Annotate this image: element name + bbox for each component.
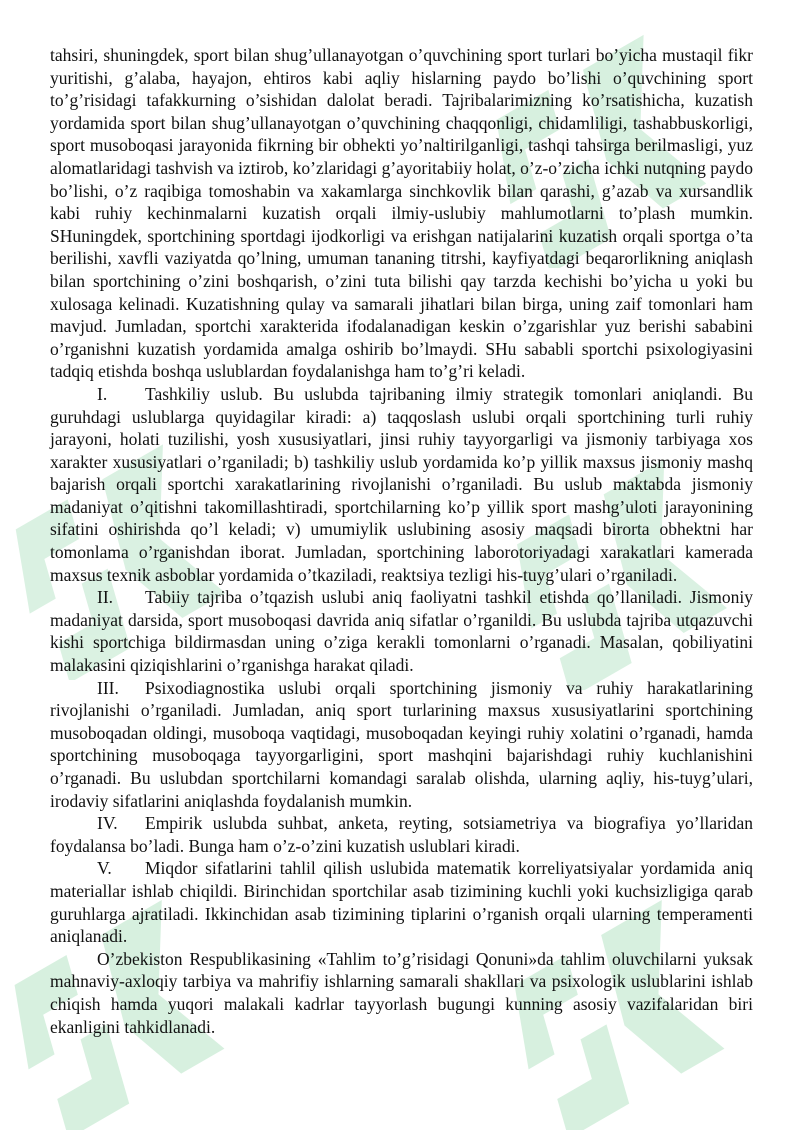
item-number: V. (97, 858, 112, 879)
item-text: Miqdor sifatlarini tahlil qilish uslubida matematik korreliyatsiyalar yordamida aniq materiallar ishlab chiqildi. Birinchidan sportchilar asab tizimining kuchli yoki kuchsizligiga qarab guruhlarga ajratiladi. Ikkinchidan asab tizimining tiplarini o’rganish orqali ularning temperamenti aniqlanadi. (50, 858, 753, 947)
item-text: Tabiiy tajriba o’tqazish uslubi aniq faoliyatni tashkil etishda qo’llaniladi. Jismoniy madaniyat darsida, sport musoboqasi davrida aniq sifatlar o’rganildi. Bu uslubda tajriba utqazuvchi kishi sportchiga bildirmasdan uning o’ziga kerakli tomonlarni o’rganadi. Masalan, qobiliyatini malakasini qiziqishlarini o’rganishga harakat qiladi. (50, 587, 753, 676)
item-number: IV. (97, 813, 118, 834)
list-item (50, 586, 753, 676)
list-item (50, 812, 753, 857)
item-text: Empirik uslubda suhbat, anketa, reyting, sotsiametriya va biografiya yo’llaridan foydalansa bo’ladi. Bunga ham o’z-o’zini kuzatish uslublari kiradi. (50, 813, 753, 856)
list-item (50, 677, 753, 813)
list-item (50, 857, 753, 947)
document-page (50, 44, 753, 1038)
item-text: Tashkiliy uslub. Bu uslubda tajribaning ilmiy strategik tomonlari aniqlandi. Bu guruhdagi uslublarga quyidagilar kiradi: a) taqqoslash uslubi orqali sportchining turli ruhiy jarayoni, holati tuzilishi, yosh xususiyatlari, jinsi ruhiy tayyorgarligi va jismoniy tarbiyaga xos xarakter xususiyatlari o’rganiladi; b) tashkiliy uslub yordamida ko’p yillik maxsus jismoniy mashq bajarish orqali sportchi xarakatlarining rivojlanishi o’rganiladi. Bu uslub maktabda jismoniy madaniyat o’qitishni takomillashtiradi, sportchilarning ko’p yillik sport mashg’uloti jarayonining sifatini oshirishda qo’l keladi; v) umumiylik uslubining asosiy maqsadi birorta obhektni har tomonlama o’rganishdan iborat. Jumladan, sportchining laborotoriyadagi xarakatlari kamerada maxsus texnik asboblar yordamida o’tkaziladi, reaktsiya tezligi his-tuyg’ulari o’rganiladi. (50, 383, 753, 585)
item-text: Psixodiagnostika uslubi orqali sportchining jismoniy va ruhiy harakatlarining rivojlanishi o’rganiladi. Jumladan, aniq sport turlarining maxsus xususiyatlarini sportchining musoboqadan oldingi, musoboqa vaqtidagi, musoboqadan keyingi ruhiy xolatini o’rganadi, hamda sportchining musoboqaga tayyorgarligini, sport mashqini bajarishdagi ruhiy kuchlanishini o’rganadi. Bu uslubdan sportchilarni komandagi saralab olishda, ularning aqliy, his-tuyg’ulari, irodaviy sifatlarini aniqlashda foydalanish mumkin. (50, 677, 753, 811)
item-number: I. (97, 383, 108, 404)
paragraph-conclusion: O’zbekiston Respublikasining «Tahlim to’g’risidagi Qonuni»da tahlim oluvchilarni yuksak mahnaviy-axloqiy tarbiya va mahrifiy ishlarning samarali shakllari va psixologik uslublarini ishlab chiqish hamda yuqori malakali kadrlar tayyorlash bugungi kunning asosiy vazifalaridan biri ekanligini tahkidlanadi. (50, 948, 753, 1037)
paragraph-intro: tahsiri, shuningdek, sport bilan shug’ullanayotgan o’quvchining sport turlari bo’yicha mustaqil fikr yuritishi, g’alaba, hayajon, ehtiros kabi aqliy hislarning paydo bo’lishi o’quvchining sport to’g’risidagi tafakkurning o’sishidan dalolat beradi. Tajribalarimizning ko’rsatishicha, kuzatish yordamida sport bilan shug’ullanayotgan o’quvchining chaqqonligi, chidamliligi, tashabbuskorligi, sport musoboqasi jarayonida fikrning bir obhekti yo’naltirilganligi, tashqi tahsirga berilmasligi, yuz alomatlaridagi tashvish va iztirob, ko’zlaridagi g’ayoritabiiy holat, o’z-o’zicha ichki nutqning paydo bo’lishi, o’z raqibiga tomoshabin va xakamlarga sinchkovlik bilan qarashi, g’azab va xursandlik kabi ruhiy kechinmalarni kuzatish orqali ilmiy-uslubiy mahlumotlarni to’plash mumkin. SHuningdek, sportchining sportdagi ijodkorligi va erishgan natijalarini kuzatish orqali sportga o’ta berilishi, xavfli vaziyatda qo’lning, umuman tananing titrshi, kayfiyatdagi beqarorlikning aniqlash bilan sportchining o’zini boshqarish, o’zini tuta bilishi qay tarzda kechishi bo’yicha u yoki bu xulosaga kelinadi. Kuzatishning qulay va samarali jihatlari bilan birga, uning zaif tomonlari ham mavjud. Jumladan, sportchi xarakterida ifodalanadigan keskin o’zgarishlar yuz berishi sababini o’rganishni kuzatish yordamida amalga oshirib bo’lmaydi. SHu sababli sportchi psixologiyasini tadqiq etishda boshqa uslublardan foydalanishga ham to’g’ri keladi. (50, 45, 753, 382)
list-item (50, 383, 753, 586)
item-number: II. (97, 587, 114, 608)
item-number: III. (97, 677, 119, 698)
